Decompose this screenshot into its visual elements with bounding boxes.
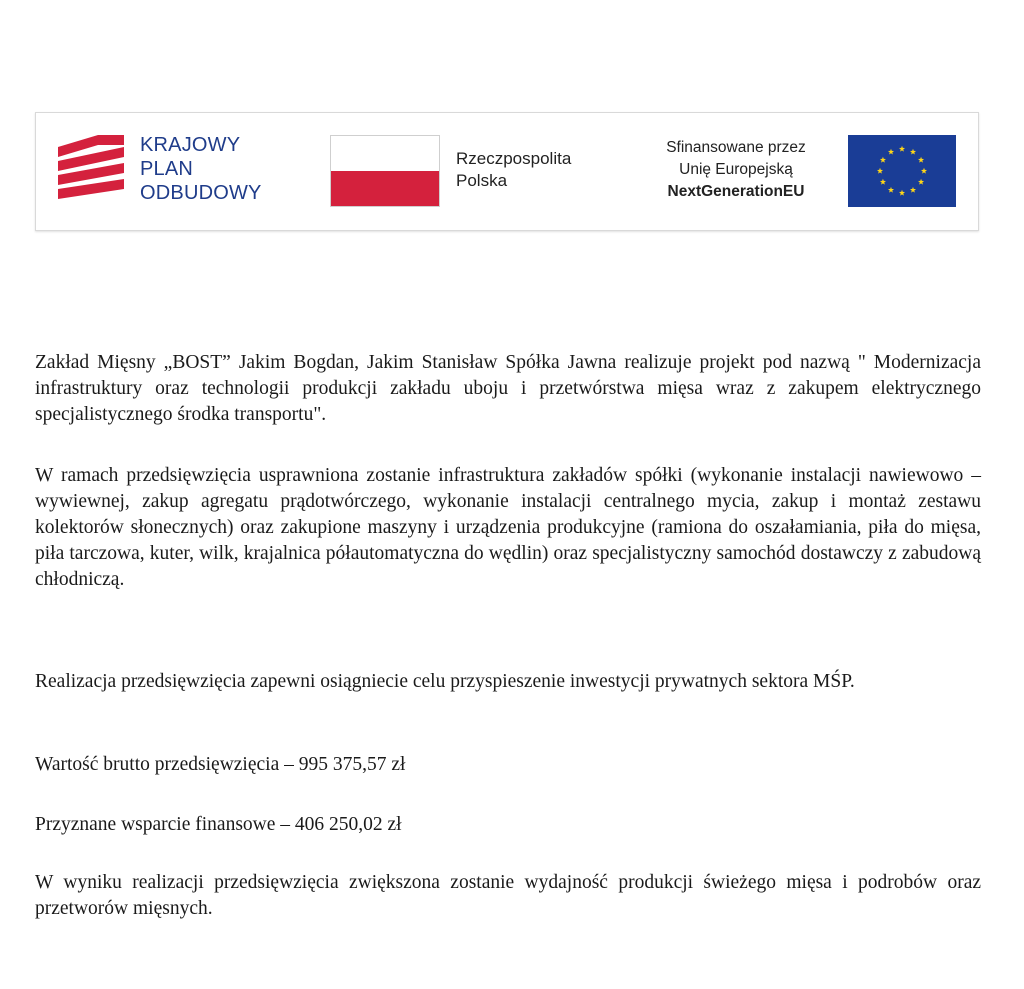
paragraph-goal: Realizacja przedsięwzięcia zapewni osiągniecie celu przyspieszenie inwestycji prywatnych sektora MŚP. bbox=[35, 671, 855, 692]
eu-line-2: Unię Europejską bbox=[679, 161, 793, 178]
poland-line-2: Polska bbox=[456, 171, 508, 190]
kpo-logo-text bbox=[140, 133, 262, 205]
kpo-line-1: KRAJOWY bbox=[140, 134, 241, 156]
eu-flag-icon bbox=[848, 135, 956, 207]
paragraph-result: W wyniku realizacji przedsięwzięcia zwiększona zostanie wydajność produkcji świeżego mięsa i podrobów oraz przetworów mięsnych. bbox=[35, 872, 981, 919]
kpo-line-2: PLAN bbox=[140, 158, 194, 180]
polish-flag-icon bbox=[330, 135, 440, 207]
poland-logo-text bbox=[456, 148, 571, 192]
eu-line-1: Sfinansowane przez bbox=[666, 139, 806, 156]
paragraph-scope: W ramach przedsięwzięcia usprawniona zostanie infrastruktura zakładów spółki (wykonanie instalacji nawiewowo – wywiewnej, zakup agregatu prądotwórczego, wykonanie instalacji centralnego mycia, zakup i montaż zestawu kolektorów słonecznych) oraz zakupione maszyny i urządzenia produkcyjne (ramiona do oszałamiania, piła do mięsa, piła tarczowa, kuter, wilk, krajalnica półautomatyczna do wędlin) oraz specjalistyczny samochód dostawczy z zabudową chłodniczą. bbox=[35, 465, 981, 590]
eu-line-3: NextGenerationEU bbox=[667, 183, 805, 200]
paragraph-project-intro: Zakład Mięsny „BOST” Jakim Bogdan, Jakim Stanisław Spółka Jawna realizuje projekt pod nazwą " Modernizacja infrastruktury oraz technologii produkcji zakładu uboju i przetwórstwa mięsa wraz z zakupem elektrycznego specjalistycznego środka transportu". bbox=[35, 352, 981, 425]
eu-logo-text bbox=[642, 137, 830, 203]
paragraph-funding: Przyznane wsparcie finansowe – 406 250,02 zł bbox=[35, 814, 402, 835]
kpo-stripes-icon bbox=[58, 133, 128, 203]
kpo-line-3: ODBUDOWY bbox=[140, 182, 262, 204]
poland-line-1: Rzeczpospolita bbox=[456, 149, 572, 168]
paragraph-gross-value: Wartość brutto przedsięwzięcia – 995 375,57 zł bbox=[35, 754, 406, 775]
funding-logo-bar bbox=[35, 112, 979, 231]
